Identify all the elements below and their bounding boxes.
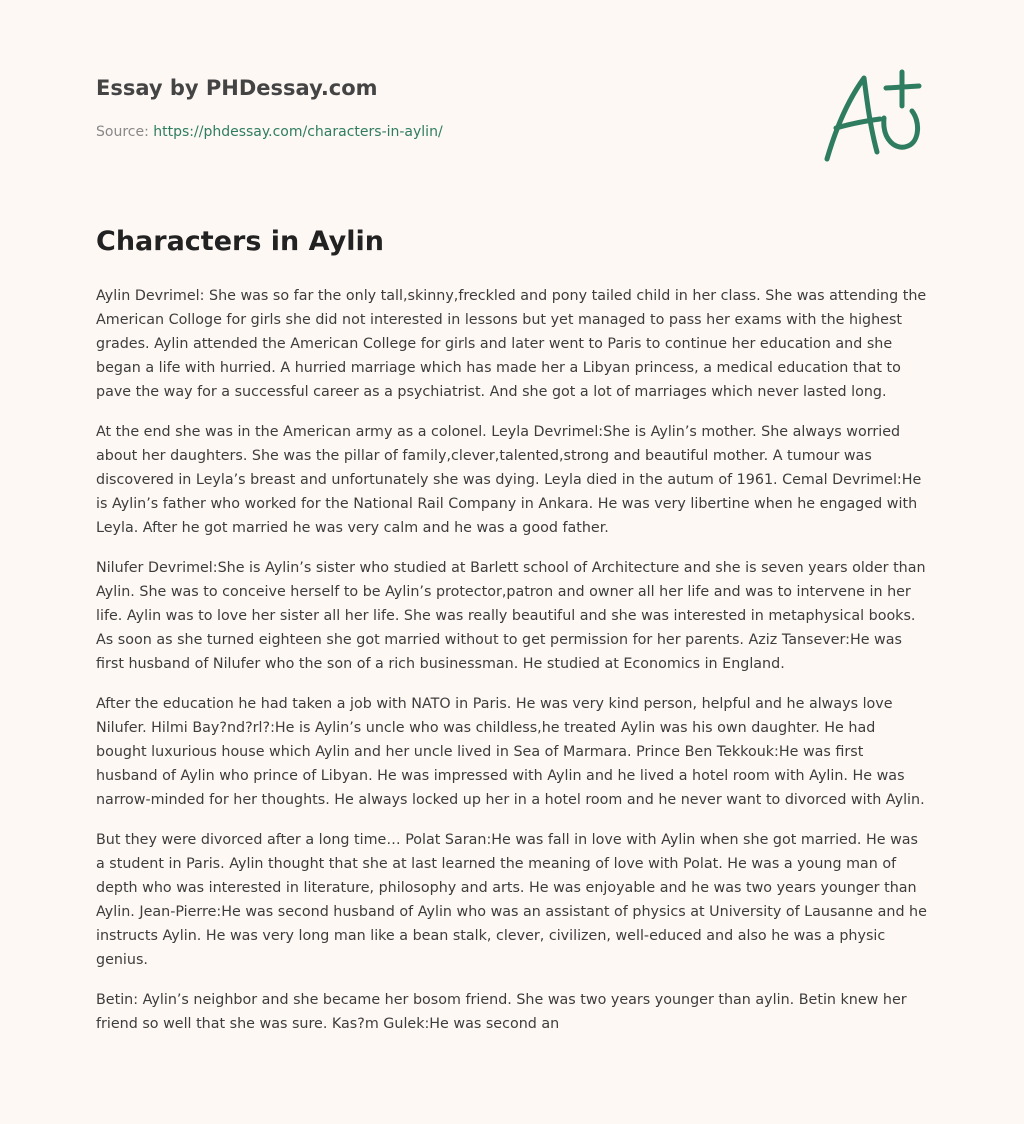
site-brand: Essay by PHDessay.com xyxy=(96,76,378,100)
paragraph: Nilufer Devrimel:She is Aylin’s sister who studied at Barlett school of Architecture and she is seven years older than Aylin. She was to conceive herself to be Aylin’s protector,patron and owner all her life and was to intervene in her life. Aylin was to love her sister all her life. She was really beautiful and she was interested in metaphysical books. As soon as she turned eighteen she got married without to get permission for her parents. Aziz Tansever:He was first husband of Nilufer who the son of a rich businessman. He studied at Economics in England. xyxy=(96,560,926,672)
source-line xyxy=(96,124,443,140)
source-label: Source: xyxy=(96,124,149,140)
paragraph: After the education he had taken a job with NATO in Paris. He was very kind person, helpful and he always love Nilufer. Hilmi Bay?nd?rl?:He is Aylin’s uncle who was childless,he treated Aylin was his own daughter. He had bought luxurious house which Aylin and her uncle lived in Sea of Marmara. Prince Ben Tekkouk:He was first husband of Aylin who prince of Libyan. He was impressed with Aylin and he lived a hotel room with Aylin. He was narrow-minded for her thoughts. He always locked up her in a hotel room and he never want to divorced with Aylin. xyxy=(96,696,925,808)
paragraph: Betin: Aylin’s neighbor and she became her bosom friend. She was two years younger than aylin. Betin knew her friend so well that she was sure. Kas?m Gulek:He was second an xyxy=(96,992,907,1032)
a-plus-logo-icon xyxy=(822,66,928,166)
source-link[interactable]: https://phdessay.com/characters-in-aylin/ xyxy=(153,124,443,140)
paragraph: Aylin Devrimel: She was so far the only tall,skinny,freckled and pony tailed child in her class. She was attending the American Colloge for girls she did not interested in lessons but yet managed to pass her exams with the highest grades. Aylin attended the American College for girls and later went to Paris to continue her education and she began a life with hurried. A hurried marriage which has made her a Libyan princess, a medical education that to pave the way for a successful career as a psychiatrist. And she got a lot of marriages which never lasted long. xyxy=(96,288,927,400)
essay-body xyxy=(96,284,928,1052)
paragraph: But they were divorced after a long time… Polat Saran:He was fall in love with Aylin when she got married. He was a student in Paris. Aylin thought that she at last learned the meaning of love with Polat. He was a young man of depth who was interested in literature, philosophy and arts. He was enjoyable and he was two years younger than Aylin. Jean-Pierre:He was second husband of Aylin who was an assistant of physics at University of Lausanne and he instructs Aylin. He was very long man like a bean stalk, clever, civilizen, well-educed and also he was a physic genius. xyxy=(96,832,927,968)
paragraph: At the end she was in the American army as a colonel. Leyla Devrimel:She is Aylin’s mother. She always worried about her daughters. She was the pillar of family,clever,talented,strong and beautiful mother. A tumour was discovered in Leyla’s breast and unfortunately she was dying. Leyla died in the autum of 1961. Cemal Devrimel:He is Aylin’s father who worked for the National Rail Company in Ankara. He was very libertine when he engaged with Leyla. After he got married he was very calm and he was a good father. xyxy=(96,424,922,536)
essay-title: Characters in Aylin xyxy=(96,226,384,257)
